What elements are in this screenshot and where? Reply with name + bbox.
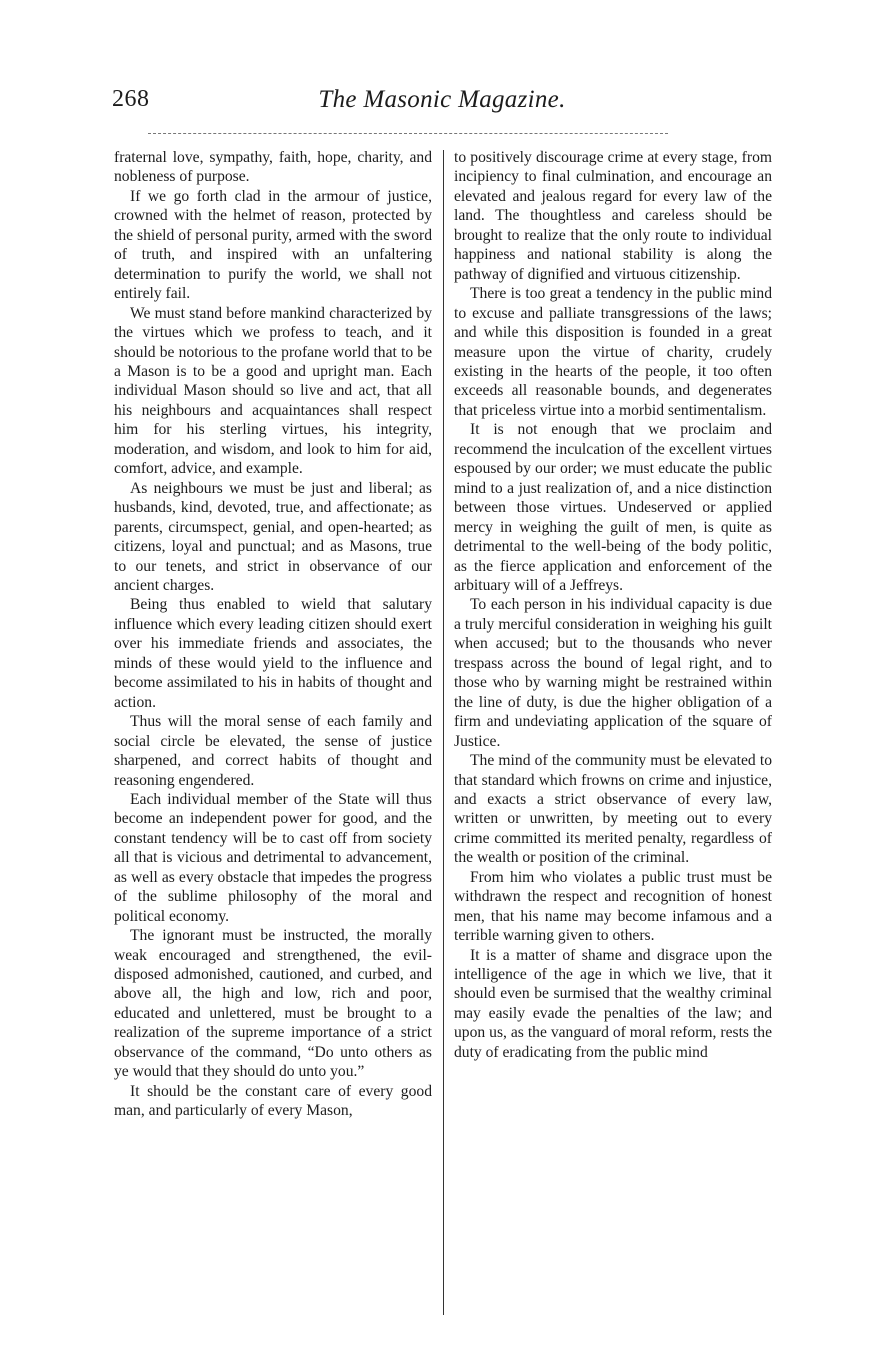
- page-header: [112, 86, 772, 126]
- paragraph: It should be the constant care of every good man, and particularly of every Mason,: [114, 1082, 432, 1120]
- header-rule: [148, 133, 668, 134]
- paragraph: Being thus enabled to wield that salutary influence which every leading citizen should exert over his immediate friends and associates, the minds of these would yield to the influence and become assimilated to his in habits of thought and action.: [114, 596, 432, 711]
- paragraph: Each individual member of the State will thus become an independent power for good, and the constant tendency will be to cast off from society all that is vicious and detrimental to advancement, as well as every obstacle that impedes the progress of the sublime philosophy of the moral and political economy.: [114, 790, 432, 925]
- paragraph: It is not enough that we proclaim and recommend the inculcation of the excellent virtues espoused by our order; we must educate the public mind to a just realization of, and a nice distinction between those virtues. Undeserved or applied mercy in weighing the guilt of men, is quite as detrimental to the well-being of the body politic, as the fierce application and enforcement of the arbituary will of a Jeffreys.: [454, 421, 772, 594]
- right-column: [454, 148, 772, 1062]
- paragraph: It is a matter of shame and disgrace upon the intelligence of the age in which we live, that it should even be surmised that the wealthy criminal may easily evade the penalties of the law; and upon us, as the vanguard of moral reform, rests the duty of eradicating from the public mind: [454, 946, 772, 1061]
- paragraph: If we go forth clad in the armour of justice, crowned with the helmet of reason, protected by the shield of personal purity, armed with the sword of truth, and inspired with an unfaltering determination to purify the world, we shall not entirely fail.: [114, 187, 432, 303]
- column-divider: [443, 150, 444, 1315]
- paragraph: To each person in his individual capacity is due a truly merciful consideration in weighing his guilt when accused; but to the thousands who never trespass across the bound of legal right, and to those who by warning might be restrained within the line of duty, is due the higher obligation of a firm and undeviating application of the square of Justice.: [454, 596, 772, 750]
- paragraph: The mind of the community must be elevated to that standard which frowns on crime and injustice, and exacts a strict observance of every law, written or unwritten, by meeting out to every crime committed its merited penalty, regardless of the wealth or position of the criminal.: [454, 752, 772, 867]
- page-number: 268: [112, 86, 150, 112]
- paragraph: Thus will the moral sense of each family and social circle be elevated, the sense of justice sharpened, and correct habits of thought and reasoning engendered.: [114, 713, 432, 789]
- paragraph: fraternal love, sympathy, faith, hope, charity, and nobleness of purpose.: [114, 149, 432, 186]
- paragraph: As neighbours we must be just and liberal; as husbands, kind, devoted, true, and affectionate; as parents, circumspect, genial, and open-hearted; as citizens, loyal and punctual; and as Masons, true to our tenets, and strict in observance of our ancient charges.: [114, 479, 432, 594]
- running-title: The Masonic Magazine.: [318, 86, 566, 113]
- paragraph: The ignorant must be instructed, the morally weak encouraged and strengthened, the evil-disposed admonished, cautioned, and curbed, and above all, the high and low, rich and poor, educated and unlettered, must be brought to a realization of the supreme importance of a strict observance of the command, “Do unto others as ye would that they should do unto you.”: [114, 927, 432, 1081]
- left-column: [114, 148, 432, 1121]
- paragraph: to positively discourage crime at every stage, from incipiency to final culmination, and encourage an elevated and jealous regard for every law of the land. The thoughtless and careless should be brought to realize that the only route to individual happiness and national stability is along the pathway of dignified and virtuous citizenship.: [454, 149, 772, 283]
- paragraph: There is too great a tendency in the public mind to excuse and palliate transgressions of the laws; and while this disposition is founded in a great measure upon the virtue of charity, crudely existing in the hearts of the people, it too often exceeds all reasonable bounds, and degenerates that priceless virtue into a morbid sentimentalism.: [454, 285, 772, 419]
- paragraph: We must stand before mankind characterized by the virtues which we profess to teach, and it should be notorious to the profane world that to be a Mason is to be a good and upright man. Each individual Mason should so live and act, that all his neighbours and acquaintances shall respect him for his sterling virtues, his integrity, moderation, and wisdom, and look to him for aid, comfort, advice, and example.: [114, 304, 432, 478]
- paragraph: From him who violates a public trust must be withdrawn the respect and recognition of honest men, that his name may become infamous and a terrible warning given to others.: [454, 868, 772, 945]
